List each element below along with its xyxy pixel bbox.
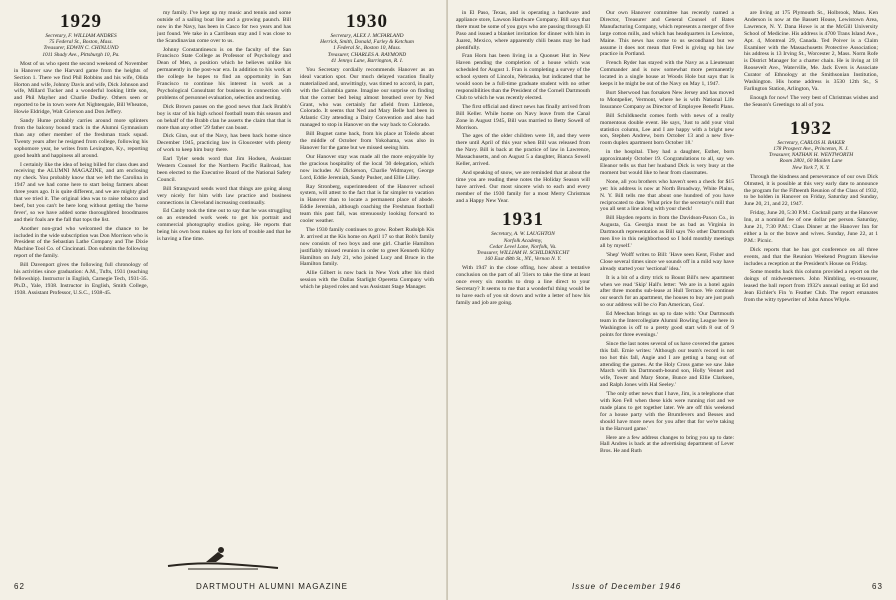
paragraph: Sandy Hume probably carries around more splinters from the balcony bound track in the Alumni Gymnasium than any other member of the freshman track squad. Twenty years after he resigned from college, following his sophomore year, he writes from Lexington, Ky., reporting good health and happiness all around. <box>14 118 148 159</box>
treasurer-address: 41 Jennys Lane, Barrington, R. I. <box>330 57 403 64</box>
treasurer-line: Treasurer, WILLIAM H. SCHILDKNECHT <box>476 250 570 257</box>
class-officers <box>300 33 434 64</box>
right-page <box>448 0 896 600</box>
paragraph: Another non-grad who welcomed the chance to be included in the wide subscription was Don Morrison who is President of the Sebastian Lathe Company and The Dixie Machine Tool Co. of Cincinnati. Don submits the following report of the family. <box>14 225 148 260</box>
paragraph: Fran Horn has been living in a Quonset Hut in New Haven pending the completion of a house which was scheduled for August 1. Fran is completing a survey of the school system of Lincoln, Nebraska, but indicated that he would soon be a full-time graduate student with no other responsibilities than the President of the Cornell Dartmouth Club to which he was recently elected. <box>456 53 590 101</box>
paragraph: Bill Schildknecht comes forth with news of a really momentous double event. He says, 'Just to add your vital statistics column, Lee and I are happy with a bright new son, Stephen Andrew, born October 13 and a new five-room duplex apartment born October 18.' <box>600 112 734 147</box>
secretary-line: Secretary, CARLOS H. BAKER <box>777 139 845 146</box>
column-2 <box>157 10 291 570</box>
paragraph: I certainly like the idea of being billed for class dues and receiving the ALUMNI MAGAZINE, and am enclosing my check. You probably know that we left the Carolina in 1947 and we had come here to start being farmers about three years ago. It is quite different, and we are mighty glad that we tried it. The original idea was to raise tobacco and beef, but you can't be here long without getting the 'horse fever', so we have added some thoroughbred broodmares and their foals are the fall that tops the list. <box>14 161 148 223</box>
paragraph: The ages of the older children were 18, and they were there until April of this year when Bill was released from the Navy. Bill is back at the practice of law in Lawrence, Massachusetts, and on August 5 a daughter, Bianca Sowell Keller, arrived. <box>456 133 590 168</box>
paragraph: Dick Brown passes on the good news that Jack Brabb's boy is star of his high school football team this season and on behalf of the Brabb clan he asserts the claim that that is more than any other '29 father can boast. <box>157 103 291 131</box>
skier-drawing-icon <box>158 544 288 574</box>
treasurer-line: Treasurer, NATHAN H. WENTWORTH <box>768 152 854 159</box>
paragraph: Enough for now! The very best of Christmas wishes and the Season's Greetings to all of you. <box>744 94 878 108</box>
paragraph: None, all you brothers who haven't seen a check for $15 yet: his address is now at North Broadway, White Plains, N. Y. Bill tells me that about one hundred of you have reciprocated to date. What price for the secretary's mill that you all sent a line along with your check! <box>600 178 734 213</box>
paragraph: The 1930 family continues to grow. Robert Rudolph Kis Jr. arrived at the Kis home on April 17 so that Bob's family now consists of two boys and one girl. Charlie Hamilton justifiably missed reunion in order to greet Kenneth Kirby Hamilton on July 21, who joined Lucy and Bruce in the Hamilton family. <box>300 226 434 268</box>
treasurer-address: New York 7, N. Y. <box>792 164 830 171</box>
column-4 <box>456 10 590 570</box>
paragraph: 'The only other news that I have, Jim, is a telephone chat with Ken Fell when these kids were running riot and we made plans to get together later. We are off this weekend for a house party with the Brumfevers and Besses and should have more news for you after that for we're taking in the Harvard game.' <box>600 391 734 432</box>
paragraph: Our own Hanover committee has recently named a Director, Treasurer and General Counsel of Bates Manufacturing Company, which represents a merger of five large cotton mills, and which has headquarters in Lewiston, Maine. This news has come to us secondhand but we assume it does not mean that Fred is giving up his law practice in Portland. <box>600 10 734 58</box>
treasurer-line: Treasurer, CHARLES A. RAYMOND <box>327 51 407 58</box>
class-officers <box>744 140 878 171</box>
paragraph: Allie Gilbert is now back in New York after his third session with the Dallas Starlight Operetta Company with which he played roles and was Assistant Stage Manager. <box>300 270 434 291</box>
class-officers <box>14 33 148 58</box>
paragraph: Johnny Constantinescu is on the faculty of the San Francisco State College as Professor of Psychology and Dean of Men, a position which he believes unlike his permanently in the post-war era. In addition to his work at the college he hopes to find an opportunity in San Francisco to continue his interest in work as a Psychological Consultant for business in connection with problems of personnel evaluation, selection and testing. <box>157 46 291 101</box>
treasurer-address: 1011 Shady Ave., Pittsburgh 10, Pa. <box>42 51 120 58</box>
class-year-heading: 1929 <box>60 11 102 32</box>
class-year-heading: 1932 <box>790 117 832 139</box>
paragraph: 'Shep' Wolff writes to Bill: 'Have seen Kent, Fisher and Close several times since we sounds off in a mild way have already started your 'sectional' idea.' <box>600 251 734 272</box>
paragraph: my family. I've kept up my music and tennis and some outside of a sailing boat line and a growing paunch. Bill now in the Navy, has been in Casco for two years and has just found. We take in a Carribean stay and I was close to the Scandinavian come over to us. <box>157 10 291 44</box>
column-5 <box>600 10 734 570</box>
secretary-address: Norfolk Academy, <box>503 237 543 244</box>
paragraph: Burt Sherwood has forsaken New Jersey and has moved to Montpelier, Vermont, where he is with National Life Insurance Company as Director of Employee Benefit Plans. <box>600 89 734 110</box>
paragraph: You Secretary cordially recommends Hanover as an ideal vacation spot. Our much delayed vacation finally materialized and, unwittingly, was timed to accord, in part, with the Columbia game. Imagine our surprise on finding that the corner bed being almost breathed over by Ned Grant, who was certainly far afield from Littleton, Colorado. It seems that Ned and Mary Belle had been in Atlantic City attending a Dairy Convention and also had managed to stop in Hanover on the way back to Colorado. <box>300 67 434 129</box>
paragraph: Our Hanover stay was made all the more enjoyable by the gracious hospitality of the local '30 delegation, which now includes Al Dickerson, Charlie Widmayer, George Lord, Eddie Jeremiah, Sandy Pusher, and Ellie Lilley. <box>300 153 434 181</box>
secretary-line: Secretary, ALEX J. MCFARLAND <box>330 33 404 39</box>
secretary-address: 178 Prospect Ave., Princeton, N. J. <box>773 145 849 152</box>
secretary-address: Herrick, Smith, Donald, Farley & Ketchum <box>320 39 414 46</box>
folio-magazine-title: DARTMOUTH ALUMNI MAGAZINE <box>196 582 348 591</box>
paragraph: Some months back this column provided a report on the doings of midwesterners. John Nimbling, ex-treasurer, leased the ball report from 1932's annual outing at Ed and Jean Eichler's Fin 'n Feather Club. The report emanates from the witty typewriter of John Amos Whyle. <box>744 269 878 304</box>
class-year-heading: 1930 <box>346 11 388 32</box>
paragraph: in El Paso, Texas, and is operating a hardware and appliance store, Lawson Hardware Company. Bill says that there must be some of you guys who are passing through El Paso and issued a blanket invitation for dinner with him in Juarez, Mexico, where apparently chili beans may be had plentifully. <box>456 10 590 51</box>
column-3 <box>300 10 434 530</box>
paragraph: Since the last notes several of us have covered the games this fall. Ernie writes: 'Although our team's record is not too hot this fall, Angie and I are getting a bang out of attending the games. At the Holy Cross game we saw Jake March with his Dartmouth-bound son, Holly Vennet and wife, Tower and Mary Stone, Bunce and Ellie Clarksen, and Ralph Jones with Hal Seeley.' <box>600 340 734 389</box>
class-officers <box>456 231 590 262</box>
paragraph: Bill Davenport gives the following full chronology of his activities since graduation: A.M., Tufts, 1931 (teaching fellowship). Instructor in English, Carnegie Tech, 1931-35. Ph.D., Yale, 1938. Instructor in English, Smith College, 1938. Assistant Professor, U.S.C., 1938-45. <box>14 262 148 296</box>
paragraph: Dick Ginn, out of the Navy, has been back home since December 1945, practicing law in Gloucester with plenty of work to keep him busy there. <box>157 133 291 154</box>
secretary-line: Secretary, F. WILLIAM ANDRES <box>45 33 117 39</box>
treasurer-line: Treasurer, EDWIN C. CHINLUND <box>43 45 119 52</box>
paragraph: Bill Strangward sends word that things are going along very nicely for him with law practice and business connections in Cleveland increasing continually. <box>157 185 291 206</box>
paragraph: Ed Meechan brings us up to date with: 'Our Dartmouth team in the Intercollegiate Alumni Bowling League here in Washington is off to a pretty good start with 8 out of 9 points for three evenings.' <box>600 311 734 338</box>
paragraph: Ray Stronberg, superintendent of the Hanover school system, will attest to the fact that is far simpler to vacation in Hanover than to locate a permanent place of abode. Eddie Jeremiah, although coaching the Freshman football team this past fall, was strenuously looking forward to cooler weather. <box>300 183 434 225</box>
paragraph: Here are a few address changes to bring you up to date: Hall Andres is back at the advertising department of Lever Bros. He and Ruth <box>600 434 734 455</box>
paragraph: Friday, June 20, 5:30 P.M.: Cocktail party at the Hanover Inn, at a nominal fee of one dollar per person. Saturday, June 21, 7:30 P.M.: Class Dinner at the Hanover Inn for either a la or the brave and wives. Sunday, June 22, at 1 P.M.: Picnic. <box>744 210 878 244</box>
treasurer-address: Room 2801, 60 Maiden Lane <box>779 158 843 165</box>
paragraph: are living at 175 Plymouth St., Holbrook, Mass. Ken Anderson is now at the Bassett House, Lewistown Area, Lawrence, N. Y. Dana Howe is at the McGill University School of Medicine. His address is 4700 Trans Island Ave., Apt. 4, Montreal 29, Canada. Ted Poiver is a Claim Examiner with the Massachusetts Protective Association; his address is 13 Irving St., Worcester 2, Mass. Norm Rofe is District Manager for a charter chain. He is living at 18 Roosevelt Ave., Waterville, Me. Jack Evers is Associate Curator of Ethnology at the Smithsonian Institution, Washington. His home address is 3530 12th St., S Farlington Station, Arlington, Va. <box>744 10 878 92</box>
paragraph: Dick reports that he has got conference on all three events, and that the Reunion Weekend Program likewise includes a reception at the President's House on Friday. <box>744 246 878 267</box>
paragraph: Bill Bugnet came back, from his place at Toledo about the middle of October from Yokohama, was also in Hanover for the game but we missed seeing him. <box>300 131 434 151</box>
folio-issue-date: Issue of December 1946 <box>572 582 682 591</box>
treasurer-address: 160 East 48th St., NY., Vernon N. Y. <box>484 256 562 263</box>
paragraph: Most of us who spent the second weekend of November in Hanover saw the Harvard game from the heights of Section 1. There we find Phil Robbins and his wife, Olida Horton and wife, Johnny Davis and wife, Dick Johnson and wife, Millard Tucker and a wonderful looking little son, and Phil Mayher and Charlie Dudley. Others seen or reported to be in town were Art Nightengale, Bill Wheaton, Howie Eldridge, Walt Grierson and Don Jeffery. <box>14 60 148 116</box>
secretary-address: Cedar Level Lane, Norfolk, Va. <box>489 243 557 250</box>
paragraph: Earl Tyler sends word that Jim Hodsen, Assistant Western Counsel for the Northern Pacific Railroad, has been elected to the Executive Board of the National Safety Council. <box>157 156 291 183</box>
paragraph: in the hospital. They had a daughter, Esther, born approximately October 19. Congratulations to all, say we. Eleanor tells us that her husband Dick is very busy at the moment but would like to hear from classmates. <box>600 149 734 176</box>
folio-page-number: 63 <box>872 582 883 591</box>
paragraph: It is a bit of a dirty trick to Bount Bill's new apartment when we read 'Skip' Hall's letter: 'We are in a hotel again after three months sub-lease at Hull Terrace. We continue our search for an apartment, the houses to buy are just push so our address will be c/o Pan American, Goa'. <box>600 274 734 309</box>
secretary-address: 1 Federal St., Boston 10, Mass. <box>333 45 401 52</box>
paragraph: Through the kindness and perseverance of our own Dick Olmsted, it is possible at this very early date to announce the program for the Fifteenth Reunion of the Class of 1932, to be holden in Hanover on Friday, Saturday and Sunday, June 20, 21, and 22, 1947. <box>744 173 878 208</box>
paragraph: The first official and direct news has finally arrived from Bill Keller. While home on Navy leave from the Canal Zone in August 1945, Bill was married to Betty Sowell of Morrison. <box>456 103 590 131</box>
paragraph: French Ryder has stayed with the Navy as a Lieutenant Commander and is now somewhat more permanently located in a single house at Woods Hole but says that is keeps it he might be out of the Navy on May 1, 1947. <box>600 60 734 88</box>
column-6 <box>744 10 878 570</box>
class-year-heading: 1931 <box>502 209 544 231</box>
folio-page-number: 62 <box>14 582 25 591</box>
paragraph: Bill Hayden reports in from the Davidson-Paxon Co., in Augusta, Ga. Georgia must be as bad as Virginia in Dartmouth representation as Bill says 'No other Dartmouth men live in this neighborhood so I hold monthly meetings all by myself.' <box>600 215 734 249</box>
paragraph: Ed Canby took the time out to say that he was struggling on an extended work week to get his portrait and commercial photography studios going. He reports that being his own boss makes up for lots of trouble and that he is having a fine time. <box>157 208 291 243</box>
secretary-line: Secretary, A. W. LAUGHTON <box>491 231 555 238</box>
secretary-address: 75 Federal St., Boston, Mass. <box>49 39 113 46</box>
column-1 <box>14 10 148 299</box>
paragraph: And speaking of snow, we are reminded that at about the time you are reading these notes the Holiday Season will have arrived. Our most sincere wish to each and every member of the 1930 family for a most Merry Christmas and a Happy New Year. <box>456 169 590 204</box>
paragraph: With 1947 in the close offing, how about a tentative conclusion on the part of all '31ers to take the time at least once every six months to drop a line direct to your Secretary? It seems to me that a wonderful thing would be to have each of you sit down and write a letter of how his family and job are going. <box>456 265 590 307</box>
